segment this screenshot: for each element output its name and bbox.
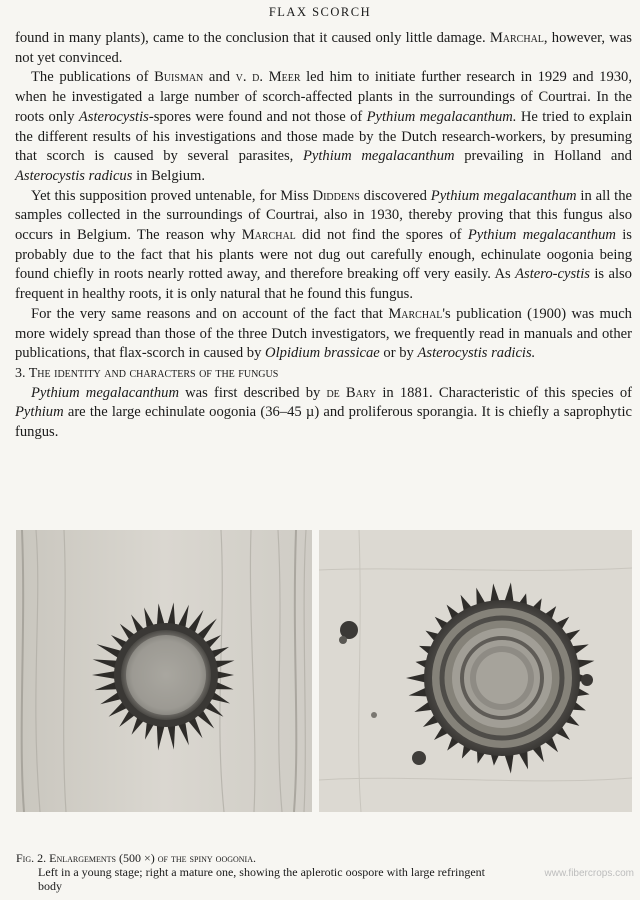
taxon-name: Pythium megalacanthum: [467, 227, 616, 244]
taxon-name: Pythium megalacanthum: [302, 148, 455, 165]
paragraph-2: The publications of Buisman and v. d. Meer led him to initiate further research in 1929 and 1930, when he investigated a large number of scorch-affected plants in the surroundings of Courtrai. In the roots only Asterocystis-spores were found and not those of Pythium megalacanthum. He tried to explain the different results of his investigations and those made by the Dutch research-workers, by presuming that scorch is caused by several parasites, Pythium megalacanthum prevailing in Holland and Asterocystis radicus in Belgium.: [15, 69, 632, 184]
paragraph-3: Yet this supposition proved untenable, for Miss Diddens discovered Pythium megalacanthum in all the samples collected in the surroundings of Courtrai, also in 1930, thereby proving that this fungus also occurs in Belgium. The reason why Marchal did not find the spores of Pythium megalacanthum is probably due to the fact that his plants were not dug out carefully enough, echinulate oogonia being found chiefly in roots nearly rotted away, and therefore breaking off very easily. As Astero-cystis is also frequent in healthy roots, it is only natural that he found this fungus.: [15, 187, 632, 303]
running-head: FLAX SCORCH: [268, 5, 372, 19]
caption-description-end: body: [38, 879, 62, 893]
section-heading: 3. The identity and characters of the fungus: [15, 365, 279, 381]
young-oogonium-image: [16, 530, 312, 812]
mature-oogonium-image: [319, 530, 632, 812]
author-debary: de Bary: [326, 384, 377, 401]
taxon-name: Pythium megalacanthum.: [366, 108, 517, 125]
author-diddens: Diddens: [312, 187, 360, 204]
author-meer: v. d. Meer: [235, 69, 301, 86]
paragraph-1: found in many plants), came to the conclusion that it caused only little damage. Marchal, however, was not yet convinced.: [15, 30, 632, 66]
taxon-name: Olpidium brassicae: [265, 345, 380, 362]
author-buisman: Buisman: [154, 69, 204, 86]
taxon-name: Asterocystis radicus: [15, 167, 133, 184]
micrograph-mature-oogonium: [319, 530, 632, 812]
taxon-name: Pythium: [15, 404, 64, 421]
figure-micrographs: [16, 530, 632, 812]
caption-title: Enlargements (500 ×) of the spiny oogonia.: [49, 851, 256, 865]
micrograph-young-oogonium: [16, 530, 312, 812]
caption-label: Fig. 2.: [16, 851, 47, 865]
body-text: [15, 29, 632, 443]
caption-description: Left in a young stage; right a mature one, showing the aplerotic oospore with large refringent: [38, 865, 485, 879]
taxon-name: Asterocystis radicis.: [417, 345, 536, 362]
taxon-name: Pythium megalacanthum: [31, 384, 179, 401]
author-marchal: Marchal: [489, 30, 544, 46]
author-marchal: Marchal: [388, 305, 443, 322]
taxon-name: Astero-cystis: [515, 266, 590, 283]
author-marchal: Marchal: [241, 227, 296, 244]
paragraph-4: For the very same reasons and on account of the fact that Marchal's publication (1900) was much more widely spread than those of the three Dutch investigators, we frequently read in manuals and other publications, that flax-scorch in caused by Olpidium brassicae or by Asterocystis radicis.: [15, 305, 632, 362]
taxon-name: Pythium megalacanthum: [430, 187, 577, 204]
paragraph-5: Pythium megalacanthum was first described by de Bary in 1881. Characteristic of this species of Pythium are the large echinulate oogonia (36–45 µ) and proliferous sporangia. It is chiefly a saprophytic fungus.: [15, 384, 632, 441]
figure-caption: [16, 851, 632, 893]
taxon-name: Asterocystis: [78, 108, 149, 125]
watermark: www.fibercrops.com: [544, 868, 634, 879]
